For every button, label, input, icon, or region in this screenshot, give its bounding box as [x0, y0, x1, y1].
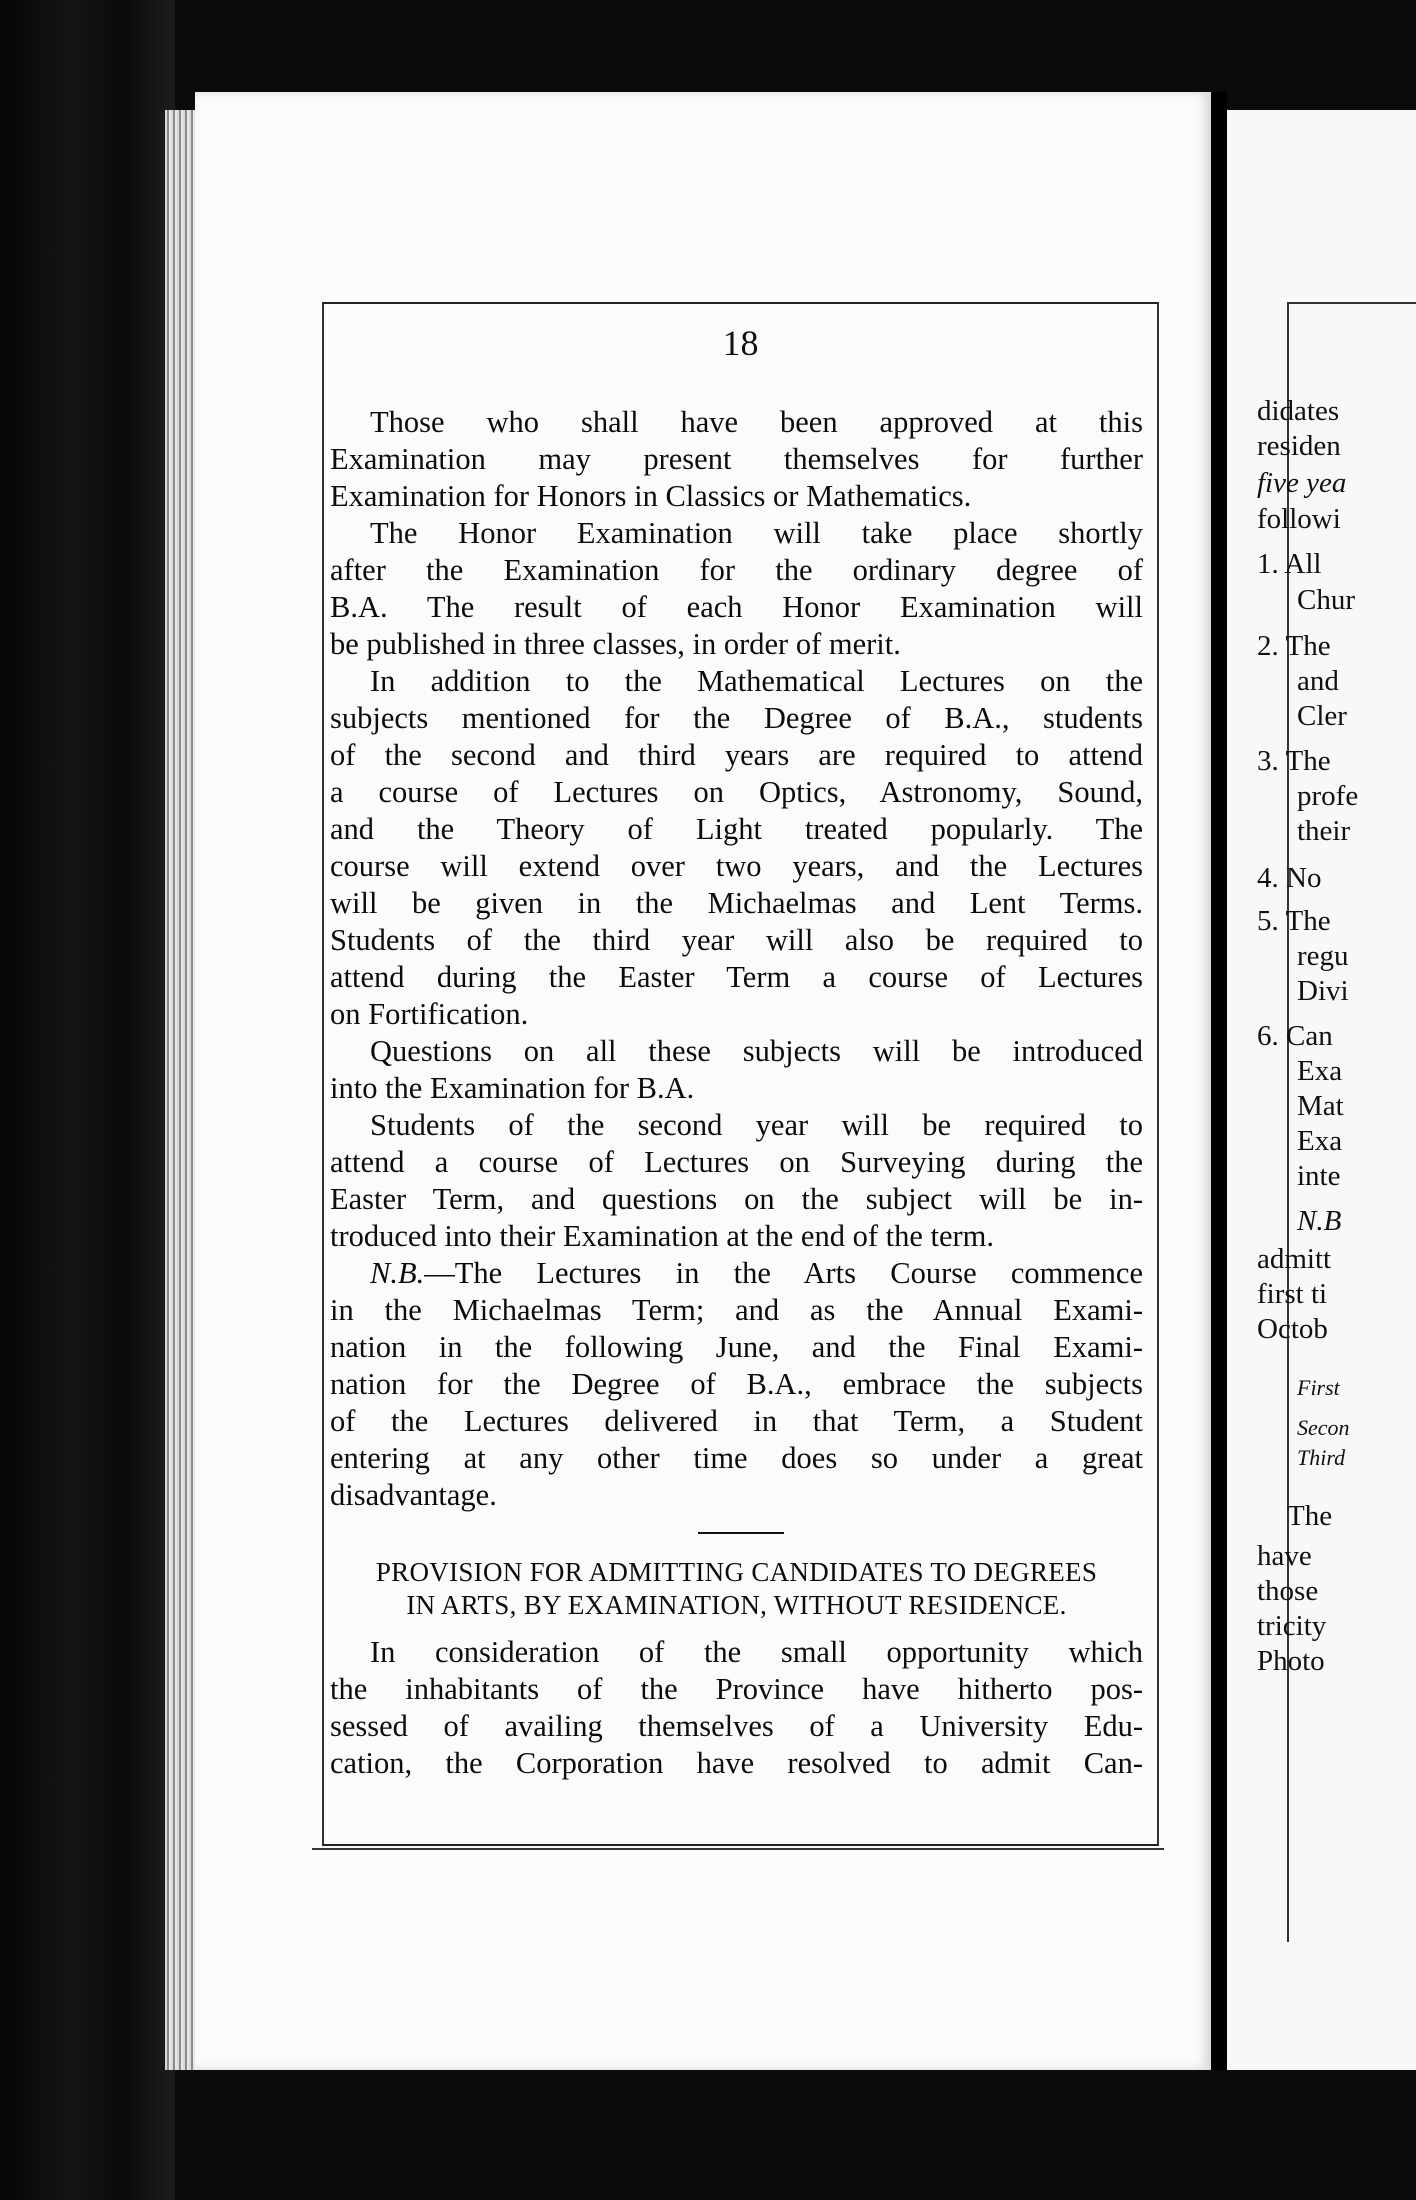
right-page-fragment: residen [1257, 430, 1341, 462]
text-line: Examination for Honors in Classics or Mathematics. [330, 479, 972, 513]
text-line: In addition to the Mathematical Lectures on the [370, 664, 1143, 698]
right-page-fragment: first ti [1257, 1278, 1328, 1310]
right-page-fragment: regu [1297, 940, 1349, 972]
text-line: Students of the second year will be required to [370, 1108, 1143, 1142]
text-line: subjects mentioned for the Degree of B.A., students [330, 701, 1143, 735]
right-page-fragment: 3. The [1257, 745, 1331, 777]
nb-prefix: N.B. [370, 1256, 425, 1290]
right-page-fragment: admitt [1257, 1243, 1332, 1275]
text-line: In consideration of the small opportunity which [370, 1635, 1143, 1669]
text-line: after the Examination for the ordinary degree of [330, 553, 1143, 587]
right-page-fragment: Secon [1297, 1415, 1350, 1440]
section-rule [698, 1532, 784, 1534]
right-page-fragment: five yea [1257, 467, 1347, 499]
right-page-fragment: and [1297, 665, 1339, 697]
text-line [330, 1255, 1143, 1292]
text-line: a course of Lectures on Optics, Astronomy, Sound, [330, 775, 1143, 809]
right-page-fragment: Exa [1297, 1055, 1343, 1087]
book-binding [0, 0, 175, 2200]
text-line: Questions on all these subjects will be introduced [370, 1034, 1143, 1068]
frame-outer-rule [312, 1848, 1164, 1850]
text-line: attend a course of Lectures on Surveying during the [330, 1145, 1143, 1179]
right-page-fragment: Mat [1297, 1090, 1344, 1122]
right-page-fragment: The [1287, 1500, 1333, 1532]
right-page-fragment: those [1257, 1575, 1319, 1607]
right-page-fragment: Chur [1297, 584, 1355, 616]
right-page-fragment: 1. All [1257, 548, 1322, 580]
paragraph [324, 663, 1157, 1033]
text-line: Easter Term, and questions on the subject will be in- [330, 1182, 1143, 1216]
text-line: Students of the third year will also be required to [330, 923, 1143, 957]
text-line: Examination may present themselves for further [330, 442, 1143, 476]
right-page-fragment: Divi [1297, 975, 1349, 1007]
right-page-fragment: First [1297, 1375, 1340, 1400]
text-line: on Fortification. [330, 997, 529, 1031]
paragraph [324, 1033, 1157, 1107]
right-page-fragment: N.B [1297, 1205, 1342, 1237]
text-line: of the second and third years are required to attend [330, 738, 1143, 772]
text-line: B.A. The result of each Honor Examination will [330, 590, 1143, 624]
text-line: disadvantage. [330, 1478, 497, 1512]
right-page-fragment: 5. The [1257, 905, 1331, 937]
text-line: sessed of availing themselves of a University Edu- [330, 1709, 1143, 1743]
text-line: be published in three classes, in order of merit. [330, 627, 901, 661]
heading-line: IN ARTS, BY EXAMINATION, WITHOUT RESIDENCE. [406, 1590, 1067, 1620]
right-page-fragment: 4. No [1257, 862, 1322, 894]
paragraph [324, 515, 1157, 663]
paragraph [324, 1255, 1157, 1514]
page-number: 18 [722, 323, 759, 363]
paragraph [324, 1107, 1157, 1255]
text-line-content: —The Lectures in the Arts Course commence [424, 1256, 1143, 1290]
text-line: into the Examination for B.A. [330, 1071, 695, 1105]
heading-line: PROVISION FOR ADMITTING CANDIDATES TO DEGREES [375, 1557, 1098, 1587]
page-gutter [1211, 92, 1227, 2070]
right-page-fragment: Third [1297, 1445, 1346, 1470]
right-page-fragment: profe [1297, 780, 1359, 812]
right-page-fragment: have [1257, 1540, 1312, 1572]
text-line: and the Theory of Light treated popularly. The [330, 812, 1143, 846]
right-page-fragment: Photo [1257, 1645, 1325, 1677]
right-page-fragment: Octob [1257, 1313, 1328, 1345]
text-line: the inhabitants of the Province have hitherto pos- [330, 1672, 1143, 1706]
right-page [1227, 110, 1416, 2070]
text-line: will be given in the Michaelmas and Lent Terms. [330, 886, 1143, 920]
spacer [324, 1622, 1157, 1634]
text-line: in the Michaelmas Term; and as the Annual Exami- [330, 1293, 1143, 1327]
final-paragraph [324, 1634, 1157, 1782]
text-line: The Honor Examination will take place shortly [370, 516, 1143, 550]
text-line: attend during the Easter Term a course of Lectures [330, 960, 1143, 994]
text-line: nation in the following June, and the Final Exami- [330, 1330, 1143, 1364]
right-page-fragment: their [1297, 815, 1351, 847]
right-page-fragment: 6. Can [1257, 1020, 1333, 1052]
text-line: entering at any other time does so under a great [330, 1441, 1143, 1475]
text-line: troduced into their Examination at the end of the term. [330, 1219, 995, 1253]
right-page-fragment: followi [1257, 503, 1341, 535]
text-frame [322, 302, 1159, 1846]
section-heading [324, 1556, 1157, 1622]
right-page-fragment: 2. The [1257, 630, 1331, 662]
text-line: of the Lectures delivered in that Term, a Student [330, 1404, 1143, 1438]
text-line: course will extend over two years, and the Lectures [330, 849, 1143, 883]
paragraph [324, 404, 1157, 515]
right-page-fragment: didates [1257, 395, 1340, 427]
right-page-fragment: tricity [1257, 1610, 1327, 1642]
right-page-fragment: inte [1297, 1160, 1341, 1192]
text-line: Those who shall have been approved at this [370, 405, 1143, 439]
text-line: cation, the Corporation have resolved to admit Can- [330, 1746, 1143, 1780]
right-page-fragment: Cler [1297, 700, 1347, 732]
body-text [324, 404, 1157, 1782]
right-page-fragment: Exa [1297, 1125, 1343, 1157]
right-frame-top [1287, 302, 1416, 304]
text-line: nation for the Degree of B.A., embrace the subjects [330, 1367, 1143, 1401]
